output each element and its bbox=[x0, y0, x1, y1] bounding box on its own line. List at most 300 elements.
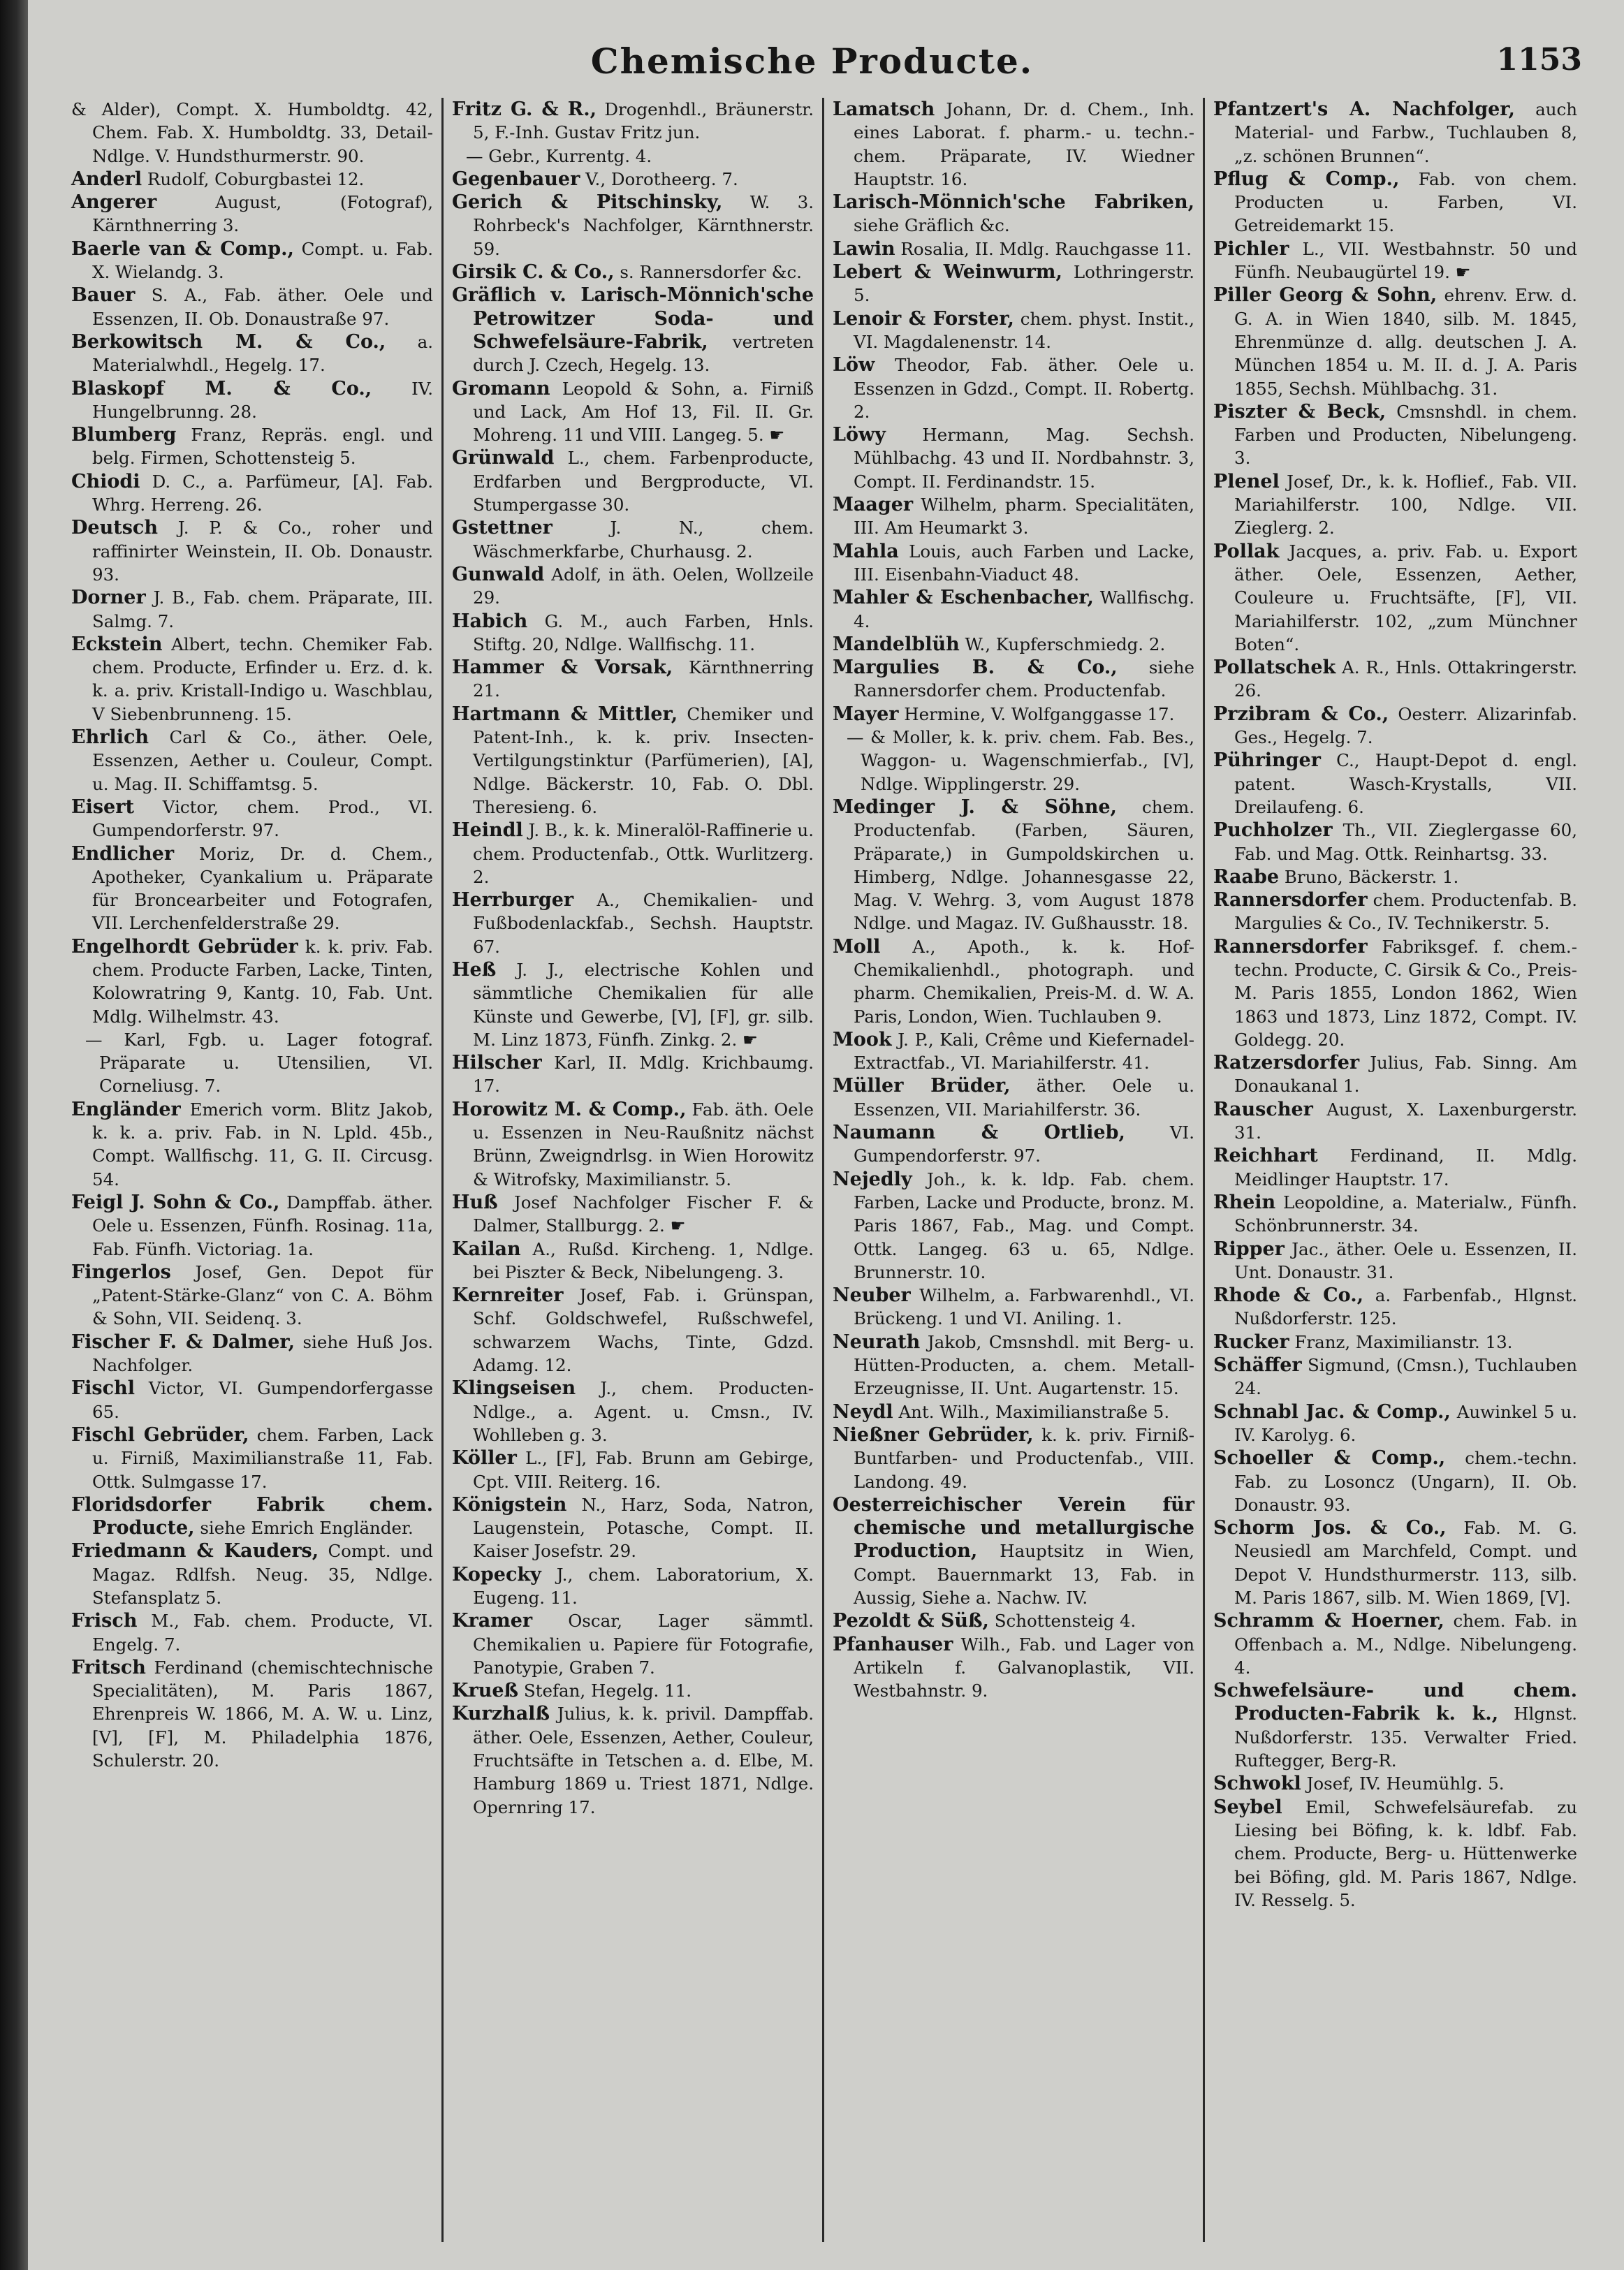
directory-entry bbox=[1213, 703, 1577, 749]
entry-details: J., chem. Laboratorium, X. Eugeng. 11. bbox=[473, 1564, 814, 1608]
entry-details: Leopold & Sohn, a. Firniß und Lack, Am Hof 13, Fil. II. Gr. Mohreng. 11 und VIII. Langeg. 5. ☛ bbox=[473, 378, 814, 446]
entry-name: Fischer F. & Dalmer, bbox=[71, 1331, 295, 1353]
entry-name: Rucker bbox=[1213, 1331, 1289, 1353]
entry-name: Hartmann & Mittler, bbox=[452, 703, 678, 725]
directory-entry bbox=[1213, 865, 1577, 888]
entry-details: M., Fab. chem. Producte, VI. Engelg. 7. bbox=[92, 1611, 433, 1655]
entry-details: Compt. u. Fab. X. Wielandg. 3. bbox=[92, 238, 433, 283]
entry-name: Medinger J. & Söhne, bbox=[833, 796, 1117, 818]
entry-details: Leopoldine, a. Materialw., Fünfh. Schönbrunnerstr. 34. bbox=[1234, 1192, 1577, 1236]
directory-entry bbox=[1213, 656, 1577, 703]
directory-entry bbox=[1213, 1679, 1577, 1772]
entry-details: J. B., Fab. chem. Präparate, III. Salmg. 7. bbox=[92, 587, 433, 631]
entry-details: Fab. M. G. Neusiedl am Marchfeld, Compt. und Depot V. Hundsthurmerstr. 113, silb. M. Paris 1867, silb. M. Wien 1869, [V]. bbox=[1234, 1518, 1577, 1608]
entry-details: & Alder), Compt. X. Humboldtg. 42, Chem. Fab. X. Humboldtg. 33, Detail-Ndlge. V. Hundsthurmerstr. 90. bbox=[71, 99, 433, 166]
entry-details: L., [F], Fab. Brunn am Gebirge, Cpt. VIII. Reiterg. 16. bbox=[473, 1448, 814, 1492]
directory-entry bbox=[833, 1609, 1194, 1632]
directory-entry bbox=[71, 1261, 433, 1331]
entry-details: Drogenhdl., Bräunerstr. 5, F.-Inh. Gustav Fritz jun. bbox=[473, 99, 814, 143]
directory-entry bbox=[71, 168, 433, 191]
entry-details: J. P., Kali, Crême und Kiefernadel-Extractfab., VI. Mariahilferstr. 41. bbox=[854, 1029, 1195, 1074]
directory-entry bbox=[71, 1331, 433, 1377]
entry-name: Schwefelsäure- und chem. Producten-Fabrik k. k., bbox=[1213, 1680, 1577, 1725]
entry-details: J. P. & Co., roher und raffinirter Weinstein, II. Ob. Donaustr. 93. bbox=[92, 518, 433, 585]
entry-details: A., Rußd. Kircheng. 1, Ndlge. bei Piszter & Beck, Nibelungeng. 3. bbox=[473, 1238, 814, 1282]
directory-entry bbox=[1213, 819, 1577, 865]
directory-entry bbox=[71, 470, 433, 517]
directory-entry bbox=[452, 1191, 814, 1238]
entry-name: Fritz G. & R., bbox=[452, 98, 597, 120]
entry-name: Rauscher bbox=[1213, 1098, 1313, 1120]
entry-details: A., Apoth., k. k. Hof-Chemikalienhdl., photograph. und pharm. Chemikalien, Preis-M. d. W. A. Paris, London, Wien. Tuchlauben 9. bbox=[854, 936, 1194, 1027]
entry-name: Rhein bbox=[1213, 1191, 1276, 1213]
entry-details: Lothringerstr. 5. bbox=[854, 262, 1194, 306]
entry-name: Habich bbox=[452, 610, 528, 632]
page-number: 1153 bbox=[1496, 42, 1582, 78]
entry-name: Löw bbox=[833, 354, 875, 376]
entry-details: Oesterr. Alizarinfab. Ges., Hegelg. 7. bbox=[1234, 703, 1577, 748]
entry-name: Ratzersdorfer bbox=[1213, 1052, 1360, 1074]
entry-details: Jacques, a. priv. Fab. u. Export äther. Oele, Essenzen, Aether, Couleure u. Fruchtsäfte, [F], VII. Mariahilferstr. 102, „zum Münchner Boten“. bbox=[1234, 541, 1577, 654]
entry-details: Kärnthnerring 21. bbox=[473, 657, 814, 701]
directory-entry bbox=[71, 1028, 433, 1098]
entry-details: J. B., k. k. Mineralöl-Raffinerie u. chem. Productenfab., Ottk. Wurlitzerg. 2. bbox=[473, 820, 814, 887]
directory-entry bbox=[1213, 400, 1577, 470]
directory-entry bbox=[71, 1656, 433, 1772]
entry-name: Lebert & Weinwurm, bbox=[833, 261, 1062, 284]
entry-name: Löwy bbox=[833, 424, 886, 446]
directory-entry bbox=[71, 842, 433, 935]
directory-entry bbox=[833, 1331, 1194, 1400]
directory-entry bbox=[1213, 1400, 1577, 1447]
directory-entry bbox=[1213, 935, 1577, 1051]
directory-entry bbox=[1213, 1772, 1577, 1795]
entry-details: Albert, techn. Chemiker Fab. chem. Producte, Erfinder u. Erz. d. k. k. a. priv. Kristall-Indigo u. Waschblau, V Siebenbrunneng. 15. bbox=[92, 634, 433, 724]
entry-details: W., Kupferschmiedg. 2. bbox=[965, 634, 1166, 654]
entry-name: Lawin bbox=[833, 237, 895, 260]
entry-name: Gegenbauer bbox=[452, 168, 580, 190]
entry-details: Wilh., Fab. und Lager von Artikeln f. Galvanoplastik, VII. Westbahnstr. 9. bbox=[854, 1634, 1194, 1701]
entry-details: L., chem. Farbenproducte, Erdfarben und Bergproducte, VI. Stumpergasse 30. bbox=[473, 448, 814, 515]
entry-details: Josef, Dr., k. k. Hoflief., Fab. VII. Mariahilferstr. 100, Ndlge. VII. Zieglerg. 2. bbox=[1234, 471, 1577, 539]
entry-name: Eckstein bbox=[71, 633, 163, 655]
entry-details: siehe Huß Jos. Nachfolger. bbox=[92, 1331, 433, 1376]
directory-entry bbox=[71, 237, 433, 284]
page-header bbox=[0, 41, 1624, 96]
directory-entry bbox=[833, 1493, 1194, 1609]
entry-name: Floridsdorfer Fabrik chem. Producte, bbox=[71, 1493, 433, 1539]
entry-details: Wilhelm, a. Farbwarenhdl., VI. Brückeng. 1 und VI. Aniling. 1. bbox=[854, 1285, 1194, 1329]
entry-name: Naumann & Ortlieb, bbox=[833, 1122, 1125, 1144]
entry-details: Joh., k. k. ldp. Fab. chem. Farben, Lacke und Producte, bronz. M. Paris 1867, Fab., Mag. und Compt. Ottk. Langeg. 63 u. 65, Ndlge. Brunnerstr. 10. bbox=[854, 1169, 1194, 1282]
entry-details: Adolf, in äth. Oelen, Wollzeile 29. bbox=[473, 564, 814, 608]
entry-details: auch Material- und Farbw., Tuchlauben 8, „z. schönen Brunnen“. bbox=[1234, 99, 1577, 166]
directory-entry bbox=[71, 423, 433, 470]
entry-name: Kernreiter bbox=[452, 1284, 564, 1307]
entry-details: Karl, II. Mdlg. Krichbaumg. 17. bbox=[473, 1053, 814, 1097]
directory-entry bbox=[1213, 470, 1577, 540]
directory-entry bbox=[833, 586, 1194, 633]
entry-name: Rhode & Co., bbox=[1213, 1284, 1364, 1307]
column-1 bbox=[63, 98, 444, 2242]
entry-name: Pollatschek bbox=[1213, 657, 1336, 679]
entry-name: Margulies B. & Co., bbox=[833, 657, 1118, 679]
entry-details: J. J., electrische Kohlen und sämmtliche Chemikalien für alle Künste und Gewerbe, [V], [F], gr. silb. M. Linz 1873, Fünfh. Zinkg. 2. ☛ bbox=[473, 959, 814, 1050]
directory-entry bbox=[71, 1098, 433, 1191]
directory-entry bbox=[452, 284, 814, 376]
entry-name: Fingerlos bbox=[71, 1261, 171, 1283]
directory-entry bbox=[833, 935, 1194, 1028]
entry-name: Königstein bbox=[452, 1493, 567, 1516]
directory-entry bbox=[833, 423, 1194, 493]
entry-details: — Karl, Fgb. u. Lager fotograf. Präparate u. Utensilien, VI. Corneliusg. 7. bbox=[85, 1029, 433, 1097]
entry-name: Pühringer bbox=[1213, 749, 1321, 772]
directory-entry bbox=[1213, 1238, 1577, 1284]
directory-entry bbox=[71, 796, 433, 842]
directory-entry bbox=[833, 191, 1194, 237]
entry-details: Hermann, Mag. Sechsh. Mühlbachg. 43 und II. Nordbahnstr. 3, Compt. II. Ferdinandstr. 15. bbox=[854, 425, 1194, 492]
entry-name: Girsik C. & Co., bbox=[452, 261, 615, 284]
directory-entry bbox=[452, 446, 814, 516]
directory-entry bbox=[71, 633, 433, 726]
entry-name: Eisert bbox=[71, 796, 134, 818]
entry-name: Gromann bbox=[452, 377, 550, 400]
directory-entry bbox=[452, 98, 814, 145]
entry-name: Müller Brüder, bbox=[833, 1075, 1011, 1097]
entry-name: Blaskopf M. & Co., bbox=[71, 377, 372, 400]
directory-entry bbox=[71, 330, 433, 377]
directory-entry bbox=[71, 191, 433, 237]
directory-entry bbox=[71, 377, 433, 424]
entry-name: Pichler bbox=[1213, 237, 1289, 260]
entry-name: Neydl bbox=[833, 1400, 893, 1423]
column-4 bbox=[1205, 98, 1586, 2242]
entry-details: — & Moller, k. k. priv. chem. Fab. Bes., Waggon- u. Wagenschmierfab., [V], Ndlge. Wipplingerstr. 29. bbox=[847, 727, 1194, 794]
entry-name: Neurath bbox=[833, 1331, 921, 1353]
entry-details: chem. Fab. in Offenbach a. M., Ndlge. Nibelungeng. 4. bbox=[1234, 1611, 1578, 1678]
entry-name: Dorner bbox=[71, 587, 146, 609]
entry-name: Klingseisen bbox=[452, 1377, 576, 1400]
directory-entry bbox=[833, 1168, 1194, 1284]
entry-details: Stefan, Hegelg. 11. bbox=[523, 1680, 692, 1701]
entry-details: k. k. priv. Firniß-Buntfarben- und Productenfab., VIII. Landong. 49. bbox=[854, 1424, 1194, 1492]
entry-details: Rudolf, Coburgbastei 12. bbox=[147, 168, 365, 189]
entry-details: Ferdinand, II. Mdlg. Meidlinger Hauptstr. 17. bbox=[1234, 1145, 1577, 1189]
entry-name: Hammer & Vorsak, bbox=[452, 657, 673, 679]
entry-details: Wallfischg. 4. bbox=[854, 587, 1194, 631]
directory-entry bbox=[71, 1493, 433, 1540]
directory-entry bbox=[833, 98, 1194, 191]
directory-entry bbox=[833, 1284, 1194, 1331]
entry-details: J., chem. Producten-Ndlge., a. Agent. u. Cmsn., IV. Wohlleben g. 3. bbox=[473, 1378, 814, 1445]
directory-entry bbox=[452, 1447, 814, 1493]
directory-entry bbox=[833, 1074, 1194, 1121]
entry-details: Rosalia, II. Mdlg. Rauchgasse 11. bbox=[900, 238, 1192, 259]
directory-entry bbox=[452, 191, 814, 261]
directory-entry bbox=[452, 888, 814, 958]
entry-details: N., Harz, Soda, Natron, Laugenstein, Potasche, Compt. II. Kaiser Josefstr. 29. bbox=[473, 1494, 814, 1562]
entry-details: A. R., Hnls. Ottakringerstr. 26. bbox=[1234, 657, 1577, 701]
entry-name: Neuber bbox=[833, 1284, 911, 1307]
entry-details: L., VII. Westbahnstr. 50 und Fünfh. Neubaugürtel 19. ☛ bbox=[1234, 238, 1577, 283]
directory-entry bbox=[452, 1493, 814, 1563]
entry-details: J. N., chem. Wäschmerkfarbe, Churhausg. 2. bbox=[473, 518, 814, 562]
entry-details: Bruno, Bäckerstr. 1. bbox=[1284, 866, 1459, 887]
directory-entry bbox=[1213, 749, 1577, 819]
entry-name: Krueß bbox=[452, 1680, 519, 1702]
entry-name: Pezoldt & Süß, bbox=[833, 1610, 989, 1632]
entry-name: Angerer bbox=[71, 191, 157, 214]
entry-name: Gstettner bbox=[452, 517, 553, 539]
entry-name: Baerle van & Comp., bbox=[71, 237, 294, 260]
directory-entry bbox=[452, 1238, 814, 1284]
entry-name: Przibram & Co., bbox=[1213, 703, 1389, 725]
directory-entry bbox=[452, 703, 814, 819]
entry-details: Auwinkel 5 u. IV. Karolyg. 6. bbox=[1234, 1401, 1577, 1445]
entry-name: Kramer bbox=[452, 1610, 533, 1632]
entry-name: Mahla bbox=[833, 540, 899, 562]
entry-name: Rannersdorfer bbox=[1213, 935, 1368, 958]
directory-entry bbox=[71, 1609, 433, 1656]
entry-name: Gräflich v. Larisch-Mönnich'sche Petrowitzer Soda- und Schwefelsäure-Fabrik, bbox=[452, 284, 814, 353]
directory-entry bbox=[71, 726, 433, 796]
entry-details: Theodor, Fab. äther. Oele u. Essenzen in Gdzd., Compt. II. Robertg. 2. bbox=[854, 355, 1195, 422]
entry-name: Huß bbox=[452, 1191, 498, 1213]
entry-details: Louis, auch Farben und Lacke, III. Eisenbahn-Viaduct 48. bbox=[854, 541, 1194, 585]
entry-details: Fabriksgef. f. chem.-techn. Producte, C. Girsik & Co., Preis-M. Paris 1855, London 1862, Wien 1863 und 1873, Linz 1872, Compt. IV. Goldegg. 20. bbox=[1234, 936, 1577, 1050]
directory-entry bbox=[833, 1121, 1194, 1168]
entry-details: Franz, Repräs. engl. und belg. Firmen, Schottensteig 5. bbox=[92, 425, 433, 469]
directory-entry bbox=[452, 563, 814, 610]
directory-entry bbox=[1213, 1796, 1577, 1912]
entry-name: Schorm Jos. & Co., bbox=[1213, 1517, 1447, 1539]
book-spine bbox=[0, 0, 28, 2270]
directory-entry bbox=[1213, 1609, 1577, 1679]
entry-name: Chiodi bbox=[71, 470, 140, 492]
entry-name: Schoeller & Comp., bbox=[1213, 1447, 1446, 1470]
directory-entry bbox=[71, 516, 433, 586]
entry-details: Emil, Schwefelsäurefab. zu Liesing bei Böfing, k. k. ldbf. Fab. chem. Producte, Berg- u. Hüttenwerke bei Böfing, gld. M. Paris 1867, Ndlge. IV. Resselg. 5. bbox=[1234, 1796, 1578, 1910]
entry-name: Heß bbox=[452, 958, 497, 981]
entry-name: Ripper bbox=[1213, 1238, 1285, 1260]
directory-entry bbox=[833, 1400, 1194, 1423]
entry-name: Kopecky bbox=[452, 1563, 541, 1586]
entry-name: Lamatsch bbox=[833, 98, 935, 120]
section-title: Chemische Producte. bbox=[590, 41, 1034, 82]
entry-details: Hauptsitz in Wien, Compt. Bauernmarkt 13, Fab. in Aussig, Siehe a. Nachw. IV. bbox=[854, 1541, 1194, 1608]
entry-details: Josef, Gen. Depot für „Patent-Stärke-Glanz“ von C. A. Böhm & Sohn, VII. Seidenq. 3. bbox=[92, 1261, 433, 1329]
entry-details: Fab. von chem. Producten u. Farben, VI. Getreidemarkt 15. bbox=[1234, 168, 1577, 236]
entry-details: — Gebr., Kurrentg. 4. bbox=[466, 145, 652, 166]
directory-entry bbox=[1213, 237, 1577, 284]
entry-details: Hlgnst. Nußdorferstr. 135. Verwalter Fried. Ruftegger, Berg-R. bbox=[1234, 1704, 1577, 1771]
directory-entry bbox=[71, 284, 433, 330]
entry-name: Gerich & Pitschinsky, bbox=[452, 191, 723, 214]
directory-entry bbox=[452, 377, 814, 447]
entry-details: Ferdinand (chemischtechnische Specialitäten), M. Paris 1867, Ehrenpreis W. 1866, M. A. W. u. Linz, [V], [F], M. Philadelphia 1876, Schulerstr. 20. bbox=[92, 1657, 433, 1771]
entry-name: Ehrlich bbox=[71, 726, 149, 749]
entry-details: vertreten durch J. Czech, Hegelg. 13. bbox=[473, 331, 814, 376]
entry-name: Schwokl bbox=[1213, 1773, 1301, 1795]
entry-name: Raabe bbox=[1213, 865, 1280, 888]
entry-name: Lenoir & Forster, bbox=[833, 307, 1014, 330]
entry-name: Feigl J. Sohn & Co., bbox=[71, 1191, 280, 1213]
entry-name: Pfantzert's A. Nachfolger, bbox=[1213, 98, 1515, 120]
directory-entry bbox=[452, 1679, 814, 1702]
directory-entry bbox=[452, 1284, 814, 1377]
entry-details: Compt. und Magaz. Rdlfsh. Neug. 35, Ndlge. Stefansplatz 5. bbox=[92, 1541, 433, 1608]
entry-name: Pflug & Comp., bbox=[1213, 168, 1400, 190]
directory-entry bbox=[833, 353, 1194, 423]
entry-name: Friedmann & Kauders, bbox=[71, 1540, 319, 1562]
entry-name: Kurzhalß bbox=[452, 1703, 550, 1725]
directory-entry bbox=[833, 307, 1194, 354]
entry-name: Herrburger bbox=[452, 889, 574, 911]
directory-entry bbox=[71, 1377, 433, 1423]
entry-name: Seybel bbox=[1213, 1796, 1282, 1818]
directory-entry bbox=[71, 1191, 433, 1261]
directory-entry bbox=[1213, 1098, 1577, 1145]
entry-details: August, X. Laxenburgerstr. 31. bbox=[1234, 1099, 1577, 1143]
entry-details: Victor, chem. Prod., VI. Gumpendorferstr. 97. bbox=[92, 796, 433, 841]
entry-details: C., Haupt-Depot d. engl. patent. Wasch-Krystalls, VII. Dreilaufeng. 6. bbox=[1234, 750, 1577, 817]
entry-details: Josef, IV. Heumühlg. 5. bbox=[1306, 1773, 1505, 1794]
directory-entry bbox=[833, 261, 1194, 307]
directory-entry bbox=[452, 1563, 814, 1610]
entry-details: chem. physt. Instit., VI. Magdalenenstr. 14. bbox=[854, 308, 1194, 352]
entry-details: siehe Emrich Engländer. bbox=[200, 1518, 414, 1539]
entry-name: Fischl bbox=[71, 1377, 135, 1400]
directory-entry bbox=[1213, 1051, 1577, 1098]
entry-name: Hilscher bbox=[452, 1052, 542, 1074]
directory-entry bbox=[452, 145, 814, 168]
directory-entry bbox=[452, 1702, 814, 1818]
entry-details: A., Chemikalien- und Fußbodenlackfab., Sechsh. Hauptstr. 67. bbox=[473, 890, 814, 957]
entry-name: Plenel bbox=[1213, 470, 1280, 492]
directory-entry bbox=[833, 633, 1194, 656]
directory-entry bbox=[1213, 98, 1577, 168]
entry-name: Heindl bbox=[452, 819, 523, 842]
entry-name: Oesterreichischer Verein für chemische und metallurgische Production, bbox=[833, 1493, 1194, 1562]
directory-entry bbox=[833, 703, 1194, 726]
entry-details: Oscar, Lager sämmtl. Chemikalien u. Papiere für Fotografie, Panotypie, Graben 7. bbox=[473, 1611, 814, 1678]
entry-name: Engländer bbox=[71, 1098, 181, 1120]
directory-columns bbox=[63, 98, 1586, 2242]
entry-name: Deutsch bbox=[71, 517, 158, 539]
entry-details: Emerich vorm. Blitz Jakob, k. k. a. priv. Fab. in N. Lpld. 45b., Compt. Wallfischg. 11, G. II. Circusg. 54. bbox=[92, 1099, 433, 1189]
entry-name: Piszter & Beck, bbox=[1213, 400, 1387, 423]
entry-details: Sigmund, (Cmsn.), Tuchlauben 24. bbox=[1234, 1355, 1577, 1399]
entry-name: Köller bbox=[452, 1447, 517, 1470]
directory-entry bbox=[1213, 284, 1577, 400]
entry-name: Nejedly bbox=[833, 1168, 912, 1190]
directory-entry bbox=[1213, 1284, 1577, 1331]
directory-entry bbox=[452, 516, 814, 563]
entry-details: W. 3. Rohrbeck's Nachfolger, Kärnthnerstr. 59. bbox=[473, 192, 814, 259]
entry-details: Wilhelm, pharm. Specialitäten, III. Am Heumarkt 3. bbox=[854, 495, 1194, 539]
directory-entry bbox=[1213, 1331, 1577, 1354]
directory-entry bbox=[1213, 1516, 1577, 1609]
entry-name: Kailan bbox=[452, 1238, 521, 1260]
entry-name: Gunwald bbox=[452, 563, 545, 585]
directory-entry bbox=[833, 237, 1194, 261]
directory-entry bbox=[1213, 540, 1577, 656]
column-3 bbox=[824, 98, 1205, 2242]
entry-name: Endlicher bbox=[71, 842, 175, 865]
entry-details: Schottensteig 4. bbox=[994, 1611, 1136, 1632]
entry-details: Hermine, V. Wolfganggasse 17. bbox=[904, 703, 1175, 724]
entry-name: Bauer bbox=[71, 284, 136, 307]
entry-details: äther. Oele u. Essenzen, VII. Mariahilferstr. 36. bbox=[854, 1076, 1194, 1120]
entry-name: Engelhordt Gebrüder bbox=[71, 935, 298, 958]
directory-entry bbox=[71, 1539, 433, 1609]
entry-name: Puchholzer bbox=[1213, 819, 1333, 842]
entry-name: Berkowitsch M. & Co., bbox=[71, 330, 386, 353]
directory-entry bbox=[71, 98, 433, 168]
entry-name: Reichhart bbox=[1213, 1145, 1318, 1167]
entry-details: siehe Gräflich &c. bbox=[854, 215, 1010, 236]
entry-name: Nießner Gebrüder, bbox=[833, 1423, 1034, 1446]
entry-name: Schäffer bbox=[1213, 1354, 1302, 1377]
entry-details: August, (Fotograf), Kärnthnerring 3. bbox=[92, 192, 433, 236]
directory-entry bbox=[452, 656, 814, 703]
entry-details: Cmsnshdl. in chem. Farben und Producten, Nibelungeng. 3. bbox=[1234, 401, 1577, 469]
entry-details: Julius, k. k. privil. Dampffab. äther. Oele, Essenzen, Aether, Couleur, Fruchtsäfte in Tetschen a. d. Elbe, M. Hamburg 1869 u. Triest 1871, Ndlge. Opernring 17. bbox=[473, 1704, 814, 1817]
entry-name: Moll bbox=[833, 935, 881, 958]
entry-name: Pfanhauser bbox=[833, 1633, 953, 1655]
entry-name: Fischl Gebrüder, bbox=[71, 1423, 249, 1446]
entry-details: Julius, Fab. Sinng. Am Donaukanal 1. bbox=[1234, 1053, 1577, 1097]
directory-entry bbox=[833, 1028, 1194, 1075]
directory-entry bbox=[452, 1609, 814, 1679]
entry-details: chem. Farben, Lack u. Firniß, Maximilianstraße 11, Fab. Ottk. Sulmgasse 17. bbox=[92, 1424, 433, 1492]
entry-name: Mandelblüh bbox=[833, 633, 960, 655]
entry-details: Jac., äther. Oele u. Essenzen, II. Unt. Donaustr. 31. bbox=[1234, 1238, 1577, 1282]
entry-details: Franz, Maximilianstr. 13. bbox=[1294, 1331, 1513, 1352]
directory-entry bbox=[833, 1633, 1194, 1703]
entry-details: IV. Hungelbrunng. 28. bbox=[92, 378, 433, 422]
entry-details: V., Dorotheerg. 7. bbox=[585, 168, 738, 189]
entry-details: D. C., a. Parfümeur, [A]. Fab. Whrg. Herreng. 26. bbox=[92, 471, 433, 515]
entry-name: Larisch-Mönnich'sche Fabriken, bbox=[833, 191, 1194, 214]
entry-details: a. Materialwhdl., Hegelg. 17. bbox=[92, 331, 433, 376]
entry-details: Dampffab. äther. Oele u. Essenzen, Fünfh. Rosinag. 11a, Fab. Fünfh. Victoriag. 1a. bbox=[92, 1192, 433, 1259]
directory-entry bbox=[452, 168, 814, 191]
directory-entry bbox=[71, 935, 433, 1028]
directory-entry bbox=[1213, 168, 1577, 237]
entry-details: Moriz, Dr. d. Chem., Apotheker, Cyankalium u. Präparate für Broncearbeiter und Fotografen, VII. Lerchenfelderstraße 29. bbox=[92, 843, 433, 934]
entry-details: Josef, Fab. i. Grünspan, Schf. Goldschwefel, Rußschwefel, schwarzem Wachs, Tinte, Gdzd. Adamg. 12. bbox=[473, 1285, 814, 1376]
directory-entry bbox=[833, 1423, 1194, 1493]
entry-details: S. A., Fab. äther. Oele und Essenzen, II. Ob. Donaustraße 97. bbox=[92, 285, 433, 329]
directory-entry bbox=[1213, 1354, 1577, 1400]
entry-details: Josef Nachfolger Fischer F. & Dalmer, Stallburgg. 2. ☛ bbox=[473, 1192, 814, 1236]
directory-entry bbox=[452, 958, 814, 1051]
entry-name: Anderl bbox=[71, 168, 142, 190]
entry-details: Johann, Dr. d. Chem., Inh. eines Laborat. f. pharm.- u. techn.-chem. Präparate, IV. Wiedner Hauptstr. 16. bbox=[854, 99, 1194, 189]
entry-name: Grünwald bbox=[452, 447, 555, 469]
directory-entry bbox=[833, 726, 1194, 796]
entry-name: Mahler & Eschenbacher, bbox=[833, 587, 1094, 609]
directory-entry bbox=[452, 1098, 814, 1191]
entry-details: Victor, VI. Gumpendorfergasse 65. bbox=[92, 1378, 433, 1422]
entry-details: chem. Productenfab. (Farben, Säuren, Präparate,) in Gumpoldskirchen u. Himberg, Ndlge. Johannesgasse 22, Mag. V. Wehrg. 3, vom August 1878 Ndlge. und Magaz. IV. Gußhausstr. 18. bbox=[854, 796, 1194, 934]
directory-entry bbox=[452, 1051, 814, 1098]
entry-details: ehrenv. Erw. d. G. A. in Wien 1840, silb. M. 1845, Ehrenmünze d. allg. deutschen J. A. München 1854 u. M. II. d. J. A. Paris 1855, Sechsh. Mühlbachg. 31. bbox=[1234, 285, 1577, 399]
entry-name: Mayer bbox=[833, 703, 899, 725]
directory-entry bbox=[1213, 1144, 1577, 1191]
entry-details: VI. Gumpendorferstr. 97. bbox=[854, 1122, 1194, 1166]
